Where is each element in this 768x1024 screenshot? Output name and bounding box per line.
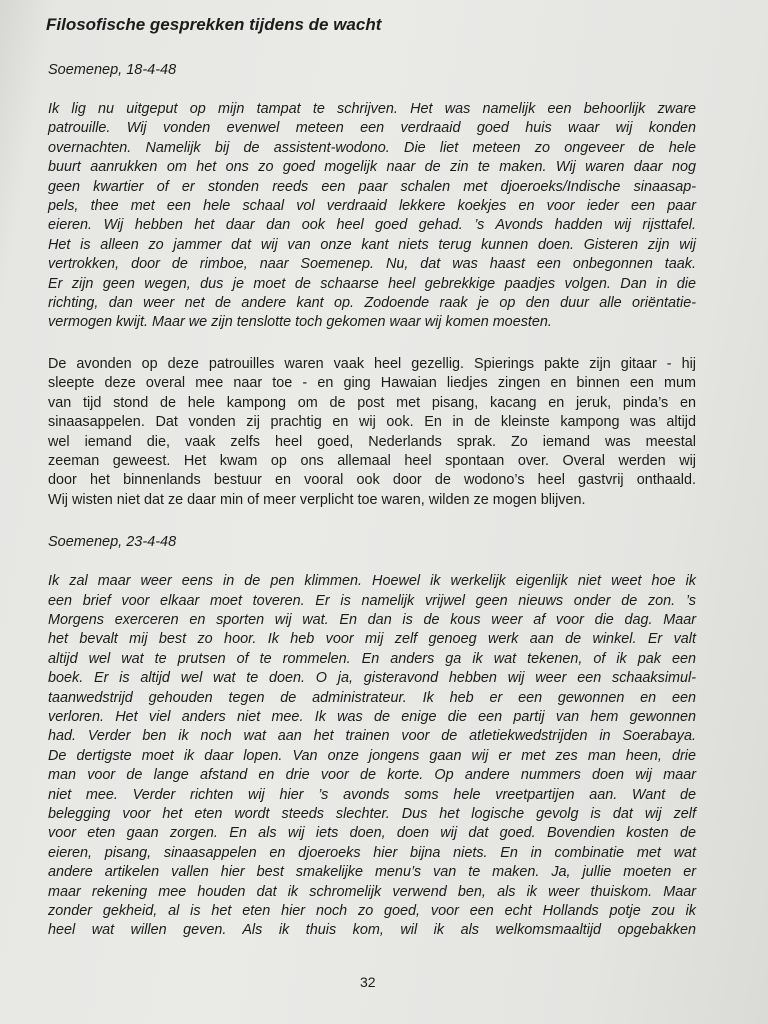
text-line: zonder gekheid, al is het eten hier noch zo goed, voor een echt Hollands potje zou ik — [48, 903, 696, 920]
text-line: vermogen kwijt. Maar we zijn tenslotte toch gekomen waar wij komen moesten. — [48, 314, 552, 331]
paragraph — [48, 355, 696, 510]
text-line: Wij wisten niet dat ze daar min of meer verplicht toe waren, wilden ze mogen blijven. — [48, 491, 586, 508]
text-line: Ik lig nu uitgeput op mijn tampat te schrijven. Het was namelijk een behoorlijk zware — [48, 101, 696, 117]
text-line: had. Verder ben ik noch wat aan het trainen voor de atletiekwedstrijden in Soerabaya. — [48, 728, 696, 745]
text-line: van tijd stond de hele kampong om de post met pisang, kacang en jeruk, pinda’s en — [48, 394, 696, 411]
text-line: niet mee. Verder richten wij hier ’s avonds soms hele vreetpartijen aan. Want de — [48, 786, 696, 803]
diary-entry — [46, 532, 696, 941]
text-line: richting, dan weer net de andere kant op. Zodoende raak je op den duur alle oriëntatie- — [48, 295, 696, 312]
text-line: het bevalt mij best zo hoor. Ik heb voor mij zelf genoeg werk aan de winkel. Er valt — [48, 631, 696, 648]
text-line: altijd wel wat te prutsen of te rommelen. En anders ga ik wat tekenen, of ik pak een — [48, 650, 696, 667]
text-line: andere artikelen vallen hier best smakelijke menu’s van te maken. Ja, jullie moeten er — [48, 864, 696, 881]
text-line: sleepte deze overal mee naar toe - en ging Hawaian liedjes zingen en binnen een mum — [48, 375, 696, 392]
text-line: wel iemand die, vaak zelfs heel goed, Nederlands sprak. Zo iemand was meestal — [48, 433, 696, 450]
entry-date: Soemenep, 18-4-48 — [48, 62, 177, 78]
text-line: sinaasappelen. Dat vonden zij prachtig en wij ook. En in de kleinste kampong was altijd — [48, 414, 696, 431]
text-line: boek. Er is altijd wel wat te doen. O ja, gisteravond hebben wij weer een schaaksimul- — [48, 670, 696, 687]
page-number: 32 — [360, 974, 376, 990]
chapter-title: Filosofische gesprekken tijdens de wacht — [46, 15, 382, 34]
text-line: maar rekening mee houden dat ik schromelijk verwend ben, als ik weer thuiskom. Maar — [48, 883, 696, 900]
text-line: eieren, pisang, sinaasappelen en djoeroeks hier bijna niets. En in combinatie met wat — [48, 844, 696, 861]
text-line: vertrokken, door de rimboe, naar Soemenep. Nu, dat was haast een onbegonnen taak. — [48, 256, 696, 273]
text-line: verloren. Het viel anders niet mee. Ik was de enige die een partij van hem gewonnen — [48, 708, 696, 725]
text-line: patrouille. Wij vonden evenwel meteen een verdraaid goed huis waar wij konden — [48, 120, 696, 137]
text-line: Morgens exerceren en sporten wij wat. En dan is de kous weer af voor die dag. Maar — [48, 611, 696, 628]
page-text — [46, 14, 696, 963]
text-line: voor eten gaan zorgen. En als wij iets doen, doen wij dat goed. Bovendien kosten de — [48, 825, 696, 842]
text-line: taanwedstrijd gehouden tegen de administrateur. Ik heb er een gewonnen en een — [48, 689, 696, 706]
text-line: buurt aanrukken om het ons zo goed mogelijk naar de zin te maken. Wij waren daar nog — [48, 159, 696, 176]
text-line: Het is alleen zo jammer dat wij van onze kant niets terug kunnen doen. Gisteren zijn wij — [48, 236, 696, 253]
text-line: door het binnenlands bestuur en vooral ook door de wodono’s heel gastvrij onthaald. — [48, 472, 696, 489]
text-line: Er zijn geen wegen, dus je moet de schaarse heel gebrekkige paadjes volgen. Dan in die — [48, 275, 696, 292]
text-line: een brief voor elkaar moet toveren. Er is namelijk vrijwel geen nieuws onder de zon. ’s — [48, 592, 696, 609]
text-line: eieren. Wij hebben het daar dan ook heel goed gehad. ’s Avonds hadden wij rijsttafel. — [48, 217, 696, 234]
text-line: heel wat willen geven. Als ik thuis kom, wil ik als welkomsmaaltijd opgebakken — [48, 922, 696, 939]
paragraph — [48, 100, 696, 333]
text-line: overnachten. Namelijk bij de assistent-wodono. Die liet meteen zo ongeveer de hele — [48, 139, 696, 156]
diary-entries — [46, 60, 696, 941]
paragraph — [48, 572, 696, 941]
diary-entry — [46, 60, 696, 510]
text-line: De avonden op deze patrouilles waren vaak heel gezellig. Spierings pakte zijn gitaar - hij — [48, 355, 696, 372]
text-line: De dertigste moet ik daar lopen. Van onze jongens gaan wij er met zes man heen, drie — [48, 747, 696, 764]
text-line: man voor de lange afstand en drie voor de korte. Op andere nummers doen wij maar — [48, 767, 696, 784]
text-line: belegging voor het eten wordt steeds slechter. Dus het logische gevolg is dat wij zelf — [48, 806, 696, 822]
entry-date: Soemenep, 23-4-48 — [48, 534, 177, 551]
text-line: pels, thee met een hele schaal vol verdraaid lekkere koekjes en voor ieder een paar — [48, 198, 696, 215]
text-line: zeeman geweest. Het kwam op ons allemaal heel spontaan over. Overal werden wij — [48, 452, 696, 469]
text-line: Ik zal maar weer eens in de pen klimmen. Hoewel ik werkelijk eigenlijk niet weet hoe ik — [48, 573, 696, 590]
text-line: geen kwartier of er stonden reeds een paar schalen met djoeroeks/Indische sinaasap- — [48, 178, 696, 195]
